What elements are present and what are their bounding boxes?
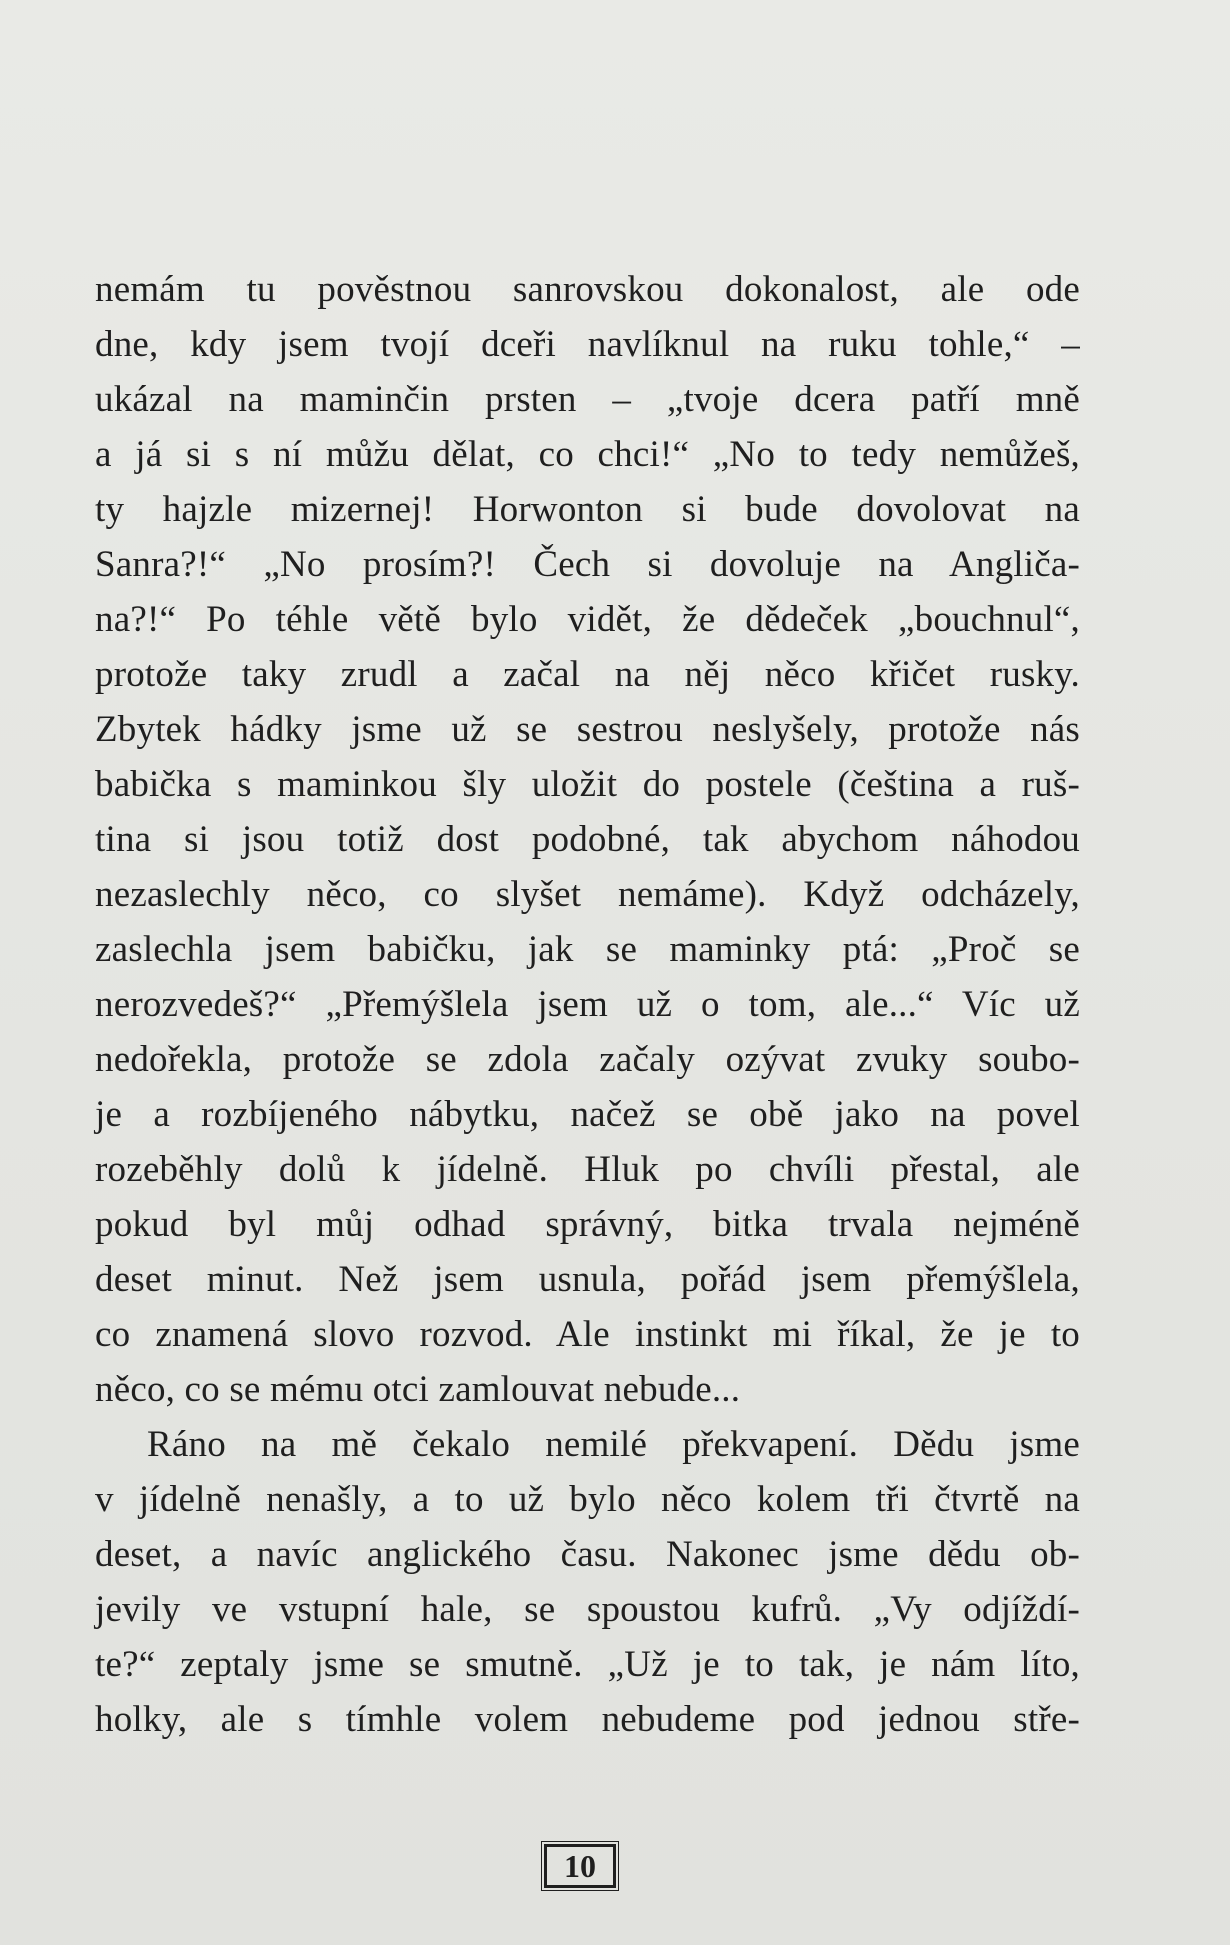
text-line: nerozvedeš?“ „Přemýšlela jsem už o tom, ale...“ Víc už bbox=[95, 984, 1080, 1025]
text-line: jevily ve vstupní hale, se spoustou kufrů. „Vy odjíždí- bbox=[95, 1589, 1080, 1630]
text-line: nedořekla, protože se zdola začaly ozývat zvuky soubo- bbox=[95, 1039, 1080, 1080]
text-line: dne, kdy jsem tvojí dceři navlíknul na ruku tohle,“ – bbox=[95, 324, 1080, 365]
text-line: je a rozbíjeného nábytku, načež se obě jako na povel bbox=[95, 1094, 1080, 1135]
text-line: něco, co se mému otci zamlouvat nebude... bbox=[95, 1369, 741, 1410]
text-line: v jídelně nenašly, a to už bylo něco kolem tři čtvrtě na bbox=[95, 1479, 1080, 1520]
paragraph-first-line: Ráno na mě čekalo nemilé překvapení. Dědu jsme bbox=[147, 1424, 1080, 1465]
text-line: zaslechla jsem babičku, jak se maminky ptá: „Proč se bbox=[95, 929, 1080, 970]
text-line: na?!“ Po téhle větě bylo vidět, že dědeček „bouchnul“, bbox=[95, 599, 1080, 640]
text-line: a já si s ní můžu dělat, co chci!“ „No to tedy nemůžeš, bbox=[95, 434, 1080, 475]
text-line: nemám tu pověstnou sanrovskou dokonalost, ale ode bbox=[95, 269, 1080, 310]
text-line: babička s maminkou šly uložit do postele (čeština a ruš- bbox=[95, 764, 1080, 805]
text-line: ukázal na maminčin prsten – „tvoje dcera patří mně bbox=[95, 379, 1080, 420]
text-line: rozeběhly dolů k jídelně. Hluk po chvíli přestal, ale bbox=[95, 1149, 1080, 1190]
text-line: ty hajzle mizernej! Horwonton si bude dovolovat na bbox=[95, 489, 1080, 530]
page-number: 10 bbox=[544, 1844, 616, 1888]
text-line: tina si jsou totiž dost podobné, tak abychom náhodou bbox=[95, 819, 1080, 860]
body-text bbox=[95, 262, 1080, 1747]
text-line: co znamená slovo rozvod. Ale instinkt mi říkal, že je to bbox=[95, 1314, 1080, 1355]
text-line: protože taky zrudl a začal na něj něco křičet rusky. bbox=[95, 654, 1080, 695]
text-line: deset minut. Než jsem usnula, pořád jsem přemýšlela, bbox=[95, 1259, 1080, 1300]
text-line: nezaslechly něco, co slyšet nemáme). Když odcházely, bbox=[95, 874, 1080, 915]
text-line: Zbytek hádky jsme už se sestrou neslyšely, protože nás bbox=[95, 709, 1080, 750]
text-line: Sanra?!“ „No prosím?! Čech si dovoluje na Angliča- bbox=[95, 544, 1080, 585]
text-line: deset, a navíc anglického času. Nakonec jsme dědu ob- bbox=[95, 1534, 1080, 1575]
text-line: holky, ale s tímhle volem nebudeme pod jednou stře- bbox=[95, 1699, 1080, 1740]
text-line: pokud byl můj odhad správný, bitka trvala nejméně bbox=[95, 1204, 1080, 1245]
text-line: te?“ zeptaly jsme se smutně. „Už je to tak, je nám líto, bbox=[95, 1644, 1080, 1685]
